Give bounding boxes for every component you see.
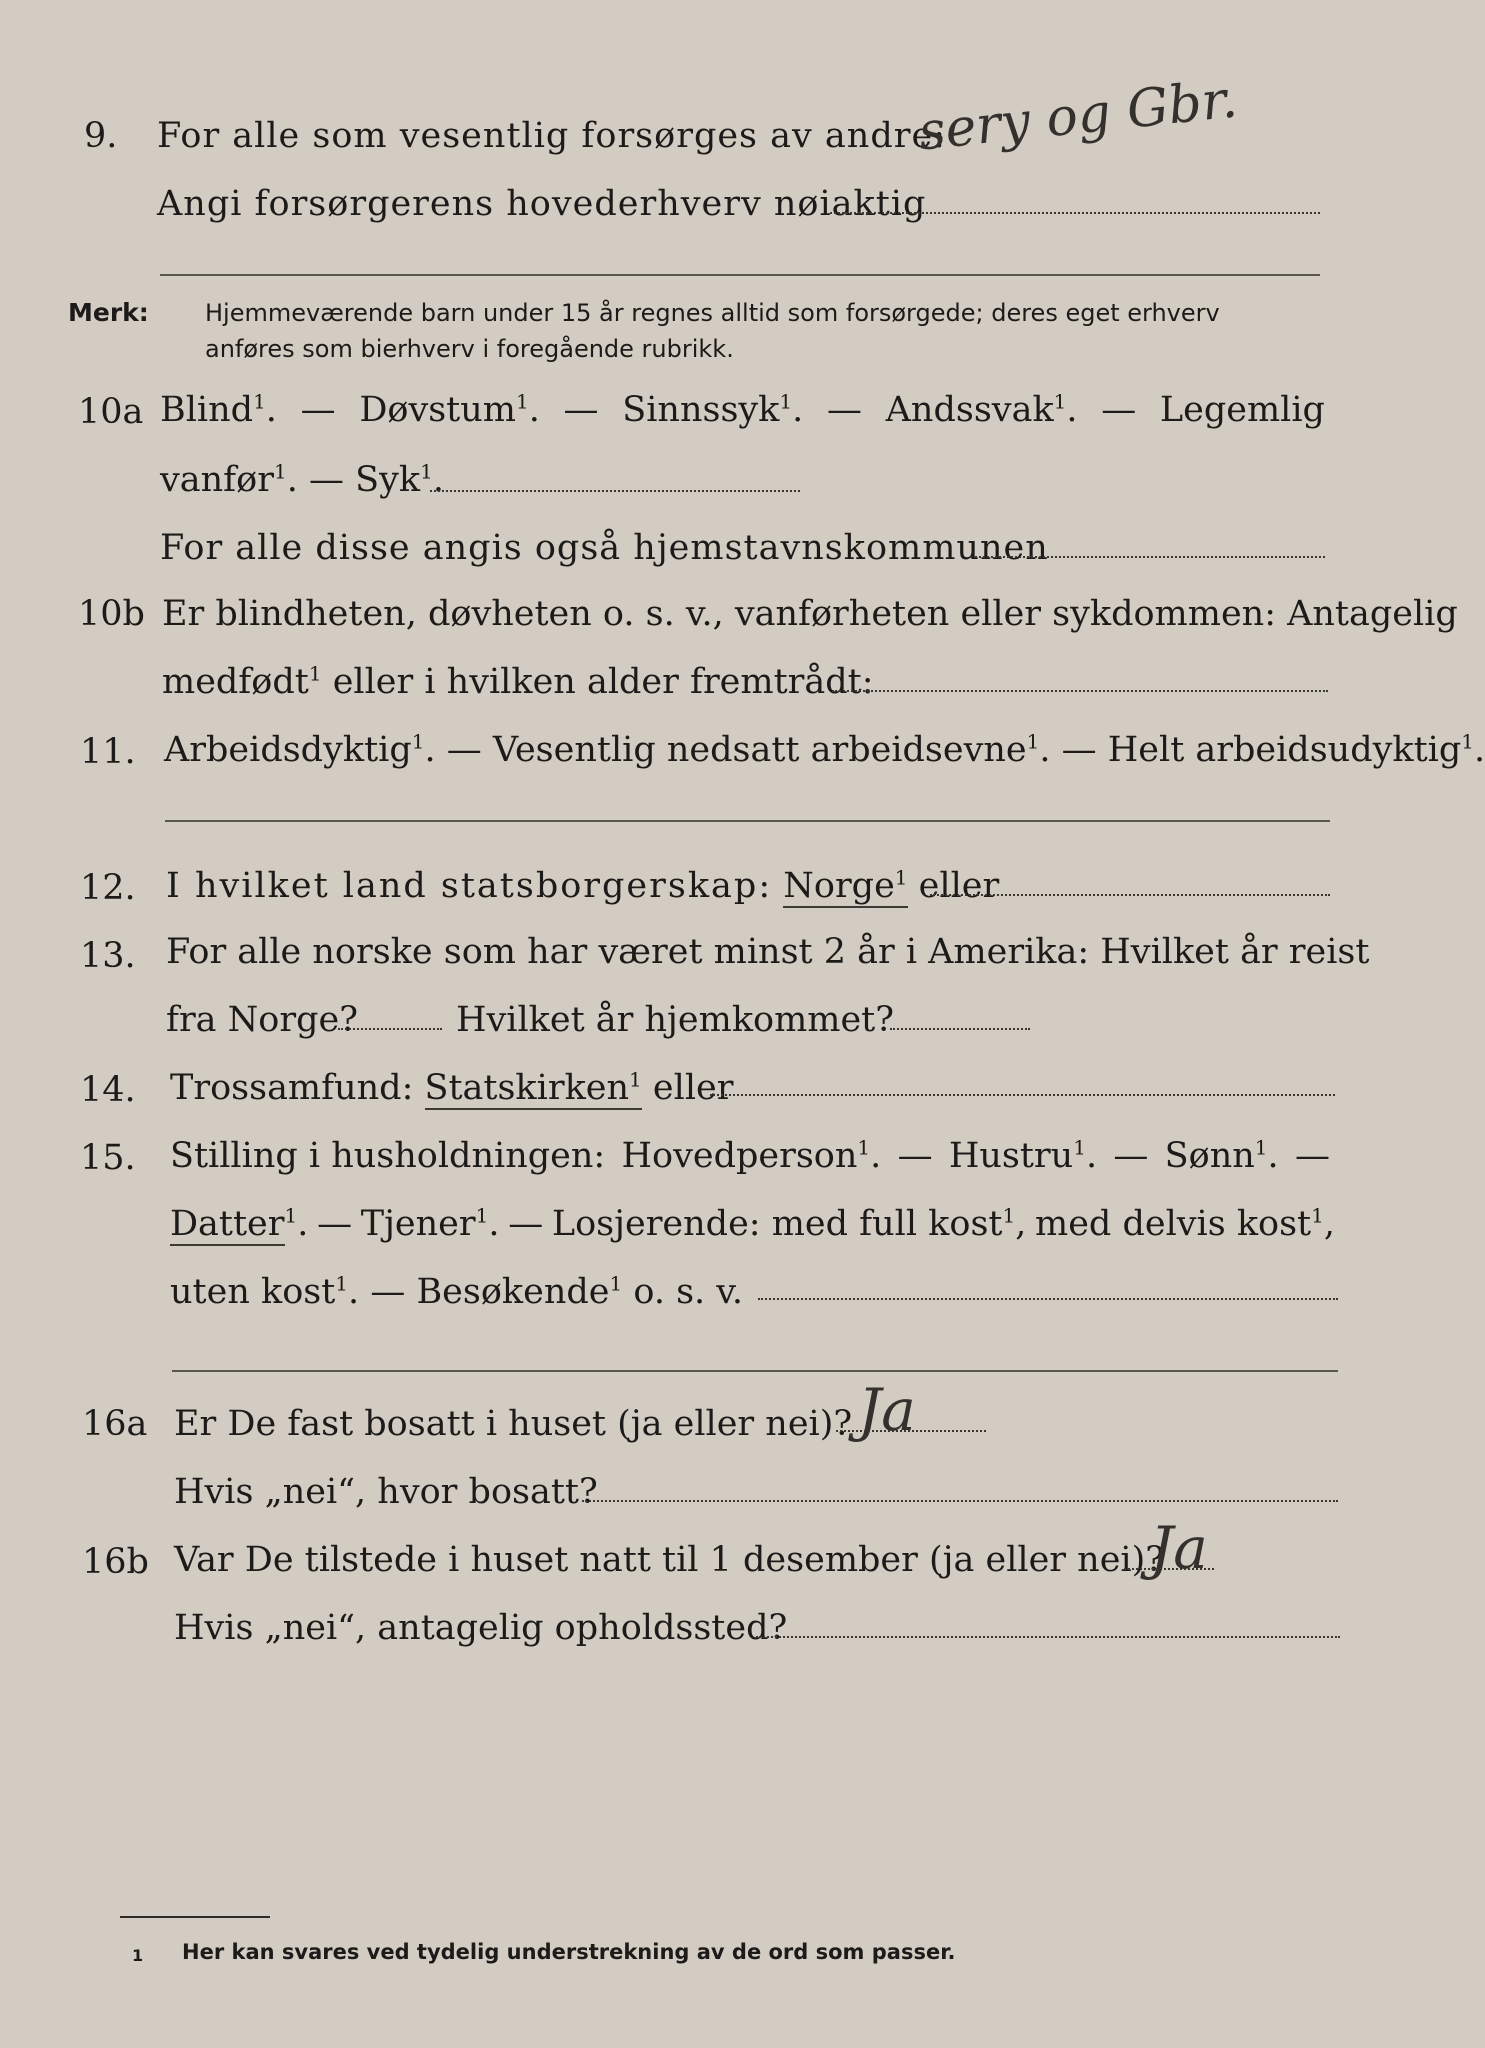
q13-number: 13.	[80, 936, 136, 976]
q9-answer-rule	[160, 274, 1320, 276]
q10b-line1: Er blindheten, døvheten o. s. v., vanførheten eller sykdommen: Antagelig	[162, 594, 1458, 634]
q10a-number: 10a	[78, 392, 144, 432]
q10b-number: 10b	[78, 594, 145, 634]
q15-line2	[170, 1202, 1335, 1246]
q9-fill-line	[830, 212, 1320, 214]
q9-line2: Angi forsørgerens hovederhverv nøiaktig	[157, 184, 927, 224]
dash: —	[1061, 730, 1097, 770]
dash: —	[300, 390, 336, 430]
nedsatt-option: Vesentlig nedsatt arbeidsevne$^1$.	[492, 729, 1051, 770]
q9-number: 9.	[84, 116, 118, 156]
vanfor-option: vanfør$^1$.	[160, 459, 298, 500]
dash: —	[446, 730, 482, 770]
dash: —	[508, 1204, 544, 1244]
norge-option: Norge$^1$	[783, 865, 908, 906]
medfodt-option: medfødt$^1$	[162, 661, 322, 702]
q10a-line3: For alle disse angis også hjemstavnskommunen	[160, 528, 1049, 568]
dash: —	[1294, 1136, 1330, 1176]
merk-line1: Hjemmeværende barn under 15 år regnes alltid som forsørgede; deres eget erhverv	[205, 299, 1220, 327]
dash: —	[563, 390, 599, 430]
q13-line1: For alle norske som har været minst 2 år i Amerika: Hvilket år reist	[166, 932, 1370, 972]
q10a-syk-fill-line	[430, 490, 800, 492]
sinnssyk-option: Sinnssyk$^1$.	[622, 389, 804, 430]
q16a-bosatt-fill-line	[582, 1500, 1338, 1502]
dash: —	[897, 1136, 933, 1176]
q14-text: Trossamfund:	[170, 1068, 414, 1108]
hovedperson-option: Hovedperson$^1$.	[621, 1135, 882, 1176]
q14-eller: eller	[652, 1068, 734, 1108]
q13-line2	[166, 998, 358, 1042]
dash: —	[308, 460, 344, 500]
q15-line1	[170, 1134, 1330, 1178]
q14-line1	[170, 1066, 733, 1110]
sonn-option: Sønn$^1$.	[1164, 1135, 1279, 1176]
q9-handwritten-answer: sery og Gbr.	[915, 69, 1241, 163]
q12-fill-line	[930, 894, 1330, 896]
q16b-number: 16b	[82, 1542, 149, 1582]
q12-text: I hvilket land statsborgerskap:	[166, 866, 773, 906]
q13-hjem-fill-line	[890, 1028, 1030, 1030]
q16a-line1: Er De fast bosatt i huset (ja eller nei)?	[174, 1404, 853, 1444]
q16a-number: 16a	[82, 1404, 148, 1444]
q16b-line2: Hvis „nei“, antagelig opholdssted?	[174, 1608, 788, 1648]
dash: —	[370, 1272, 406, 1312]
uten-kost-option: uten kost$^1$.	[170, 1271, 360, 1312]
blind-option: Blind$^1$.	[160, 389, 277, 430]
q15-number: 15.	[80, 1138, 136, 1178]
q16b-line1: Var De tilstede i huset natt til 1 desember (ja eller nei)?	[174, 1540, 1165, 1580]
q10a-line2	[160, 458, 444, 502]
besokende-option: Besøkende$^1$	[416, 1271, 623, 1312]
hustru-option: Hustru$^1$.	[948, 1135, 1098, 1176]
q16b-handwritten-answer: Ja	[1150, 1514, 1208, 1582]
q11-answer-rule	[165, 820, 1330, 822]
q10b-line2-rest: eller i hvilken alder fremtrådt:	[332, 662, 874, 702]
legemlig-option: Legemlig	[1159, 390, 1325, 430]
q15-answer-rule	[172, 1370, 1338, 1372]
q15-line3	[170, 1270, 743, 1314]
syk-option: Syk$^1$.	[355, 459, 444, 500]
datter-option: Datter$^1$.	[170, 1203, 309, 1244]
q11-number: 11.	[80, 732, 136, 772]
q13-fra-fill-line	[338, 1028, 442, 1030]
q15-fill-line	[758, 1298, 1338, 1300]
losjerende-option: Losjerende: med full kost$^1$,	[551, 1203, 1027, 1244]
dash: —	[826, 390, 862, 430]
q9-line1: For alle som vesentlig forsørges av andre:	[157, 116, 946, 156]
q16b-opholdssted-fill-line	[756, 1636, 1340, 1638]
q12-number: 12.	[80, 868, 136, 908]
dash: —	[1113, 1136, 1149, 1176]
merk-label: Merk:	[68, 298, 149, 327]
footnote-rule	[120, 1916, 270, 1918]
q10a-line1	[160, 388, 1325, 432]
q10a-kommune-fill-line	[970, 556, 1325, 558]
q12-line1	[166, 864, 999, 908]
q16b-fill-line	[1124, 1568, 1214, 1570]
fra-norge-label: fra Norge?	[166, 1000, 358, 1040]
dash: —	[1101, 390, 1137, 430]
dash: —	[317, 1204, 353, 1244]
q14-fill-line	[710, 1094, 1335, 1096]
q11-line1	[164, 728, 1485, 772]
andssvak-option: Andssvak$^1$.	[885, 389, 1078, 430]
q15-text: Stilling i husholdningen:	[170, 1136, 606, 1176]
tjener-option: Tjener$^1$.	[360, 1203, 500, 1244]
udyktig-option: Helt arbeidsudyktig$^1$.	[1107, 729, 1485, 770]
q16a-line2: Hvis „nei“, hvor bosatt?	[174, 1472, 598, 1512]
delvis-option: med delvis kost$^1$,	[1035, 1203, 1335, 1244]
dovstum-option: Døvstum$^1$.	[359, 389, 540, 430]
arbeidsdyktig-option: Arbeidsdyktig$^1$.	[164, 729, 436, 770]
statskirken-option: Statskirken$^1$	[424, 1067, 642, 1108]
q10b-fill-line	[832, 690, 1328, 692]
merk-line2: anføres som bierhverv i foregående rubrikk.	[205, 335, 734, 363]
q13-hjem-label: Hvilket år hjemkommet?	[456, 1000, 895, 1040]
footnote-mark: 1	[132, 1946, 144, 1965]
q16a-handwritten-answer: Ja	[858, 1376, 916, 1444]
q14-number: 14.	[80, 1070, 136, 1110]
q10b-line2	[162, 660, 874, 704]
q12-eller: eller	[918, 866, 1000, 906]
osv-text: o. s. v.	[633, 1272, 744, 1312]
footnote-text: Her kan svares ved tydelig understrekning av de ord som passer.	[182, 1940, 956, 1964]
q16a-fill-line	[836, 1430, 986, 1432]
